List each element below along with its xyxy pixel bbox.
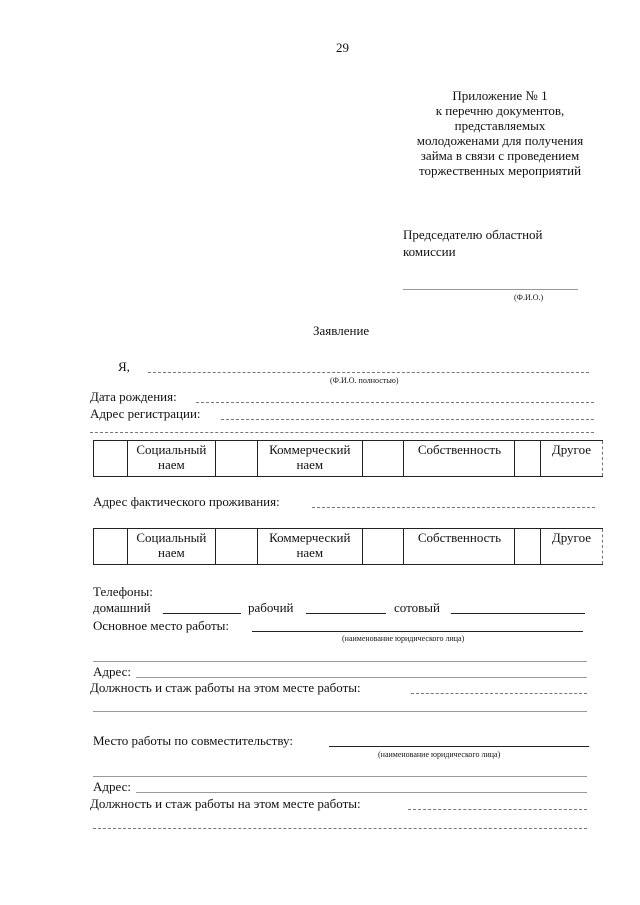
housing-option-label: Собственность [404,441,515,477]
applicant-fio-field[interactable] [148,372,589,373]
addressee-line: комиссии [403,244,456,259]
main-job-caption: (наименование юридического лица) [342,634,465,643]
reg-address-label: Адрес регистрации: [90,406,201,421]
appendix-line: молодоженами для получения [416,133,584,148]
housing-option-label: Собственность [404,529,515,565]
housing-checkbox-other[interactable] [515,441,540,477]
housing-checkbox-social[interactable] [94,441,128,477]
actual-address-label: Адрес фактического проживания: [93,494,280,509]
applicant-prefix: Я, [118,359,130,374]
addressee-line: Председателю областной [403,227,543,242]
home-phone-field[interactable] [163,613,241,614]
main-job-field-2[interactable] [93,661,587,662]
appendix-line: представляемых [454,118,546,133]
mobile-phone-field[interactable] [451,613,585,614]
main-job-address-field[interactable] [136,677,587,678]
second-job-label: Место работы по совместительству: [93,733,293,748]
addressee-fio-caption: (Ф.И.О.) [514,293,544,302]
housing-options-table-actual [93,528,603,565]
main-job-label: Основное место работы: [93,618,229,633]
appendix-block [395,88,605,178]
housing-option-label: Другое [540,441,602,477]
applicant-fio-caption: (Ф.И.О. полностью) [330,376,399,385]
second-job-caption: (наименование юридического лица) [378,750,501,759]
phones-label: Телефоны: [93,584,153,599]
appendix-line: Приложение № 1 [452,88,548,103]
work-phone-field[interactable] [306,613,386,614]
appendix-line: к перечню документов, [435,103,565,118]
housing-option-label: Социальный наем [127,441,216,477]
second-job-position-field-2[interactable] [93,828,587,829]
housing-option-label: Социальный наем [127,529,216,565]
second-job-address-field[interactable] [136,792,587,793]
page-number: 29 [336,40,349,55]
housing-checkbox-ownership[interactable] [362,441,404,477]
housing-option-label: Другое [540,529,602,565]
home-phone-label: домашний [93,600,151,615]
document-title: Заявление [313,323,370,338]
housing-options-table [93,440,603,477]
reg-address-field-2[interactable] [90,432,594,433]
addressee-fio-field[interactable] [403,289,578,290]
birth-date-label: Дата рождения: [90,389,177,404]
mobile-phone-label: сотовый [394,600,440,615]
housing-option-label: Коммерческий наем [257,441,362,477]
housing-checkbox-social[interactable] [94,529,128,565]
housing-checkbox-commercial[interactable] [216,529,258,565]
housing-checkbox-commercial[interactable] [216,441,258,477]
main-job-address-label: Адрес: [93,664,131,679]
actual-address-field[interactable] [312,507,595,508]
main-job-position-field-2[interactable] [93,711,587,712]
main-job-field[interactable] [252,631,583,632]
housing-checkbox-ownership[interactable] [362,529,404,565]
reg-address-field[interactable] [221,419,594,420]
second-job-field[interactable] [329,746,589,747]
appendix-line: торжественных мероприятий [418,163,582,178]
second-job-position-field[interactable] [408,809,587,810]
birth-date-field[interactable] [196,402,594,403]
appendix-line: займа в связи с проведением [420,148,580,163]
second-job-address-label: Адрес: [93,779,131,794]
housing-checkbox-other[interactable] [515,529,540,565]
main-job-position-label: Должность и стаж работы на этом месте работы: [90,680,361,695]
main-job-position-field[interactable] [411,693,587,694]
work-phone-label: рабочий [248,600,294,615]
second-job-field-2[interactable] [93,776,587,777]
second-job-position-label: Должность и стаж работы на этом месте работы: [90,796,361,811]
housing-option-label: Коммерческий наем [257,529,362,565]
